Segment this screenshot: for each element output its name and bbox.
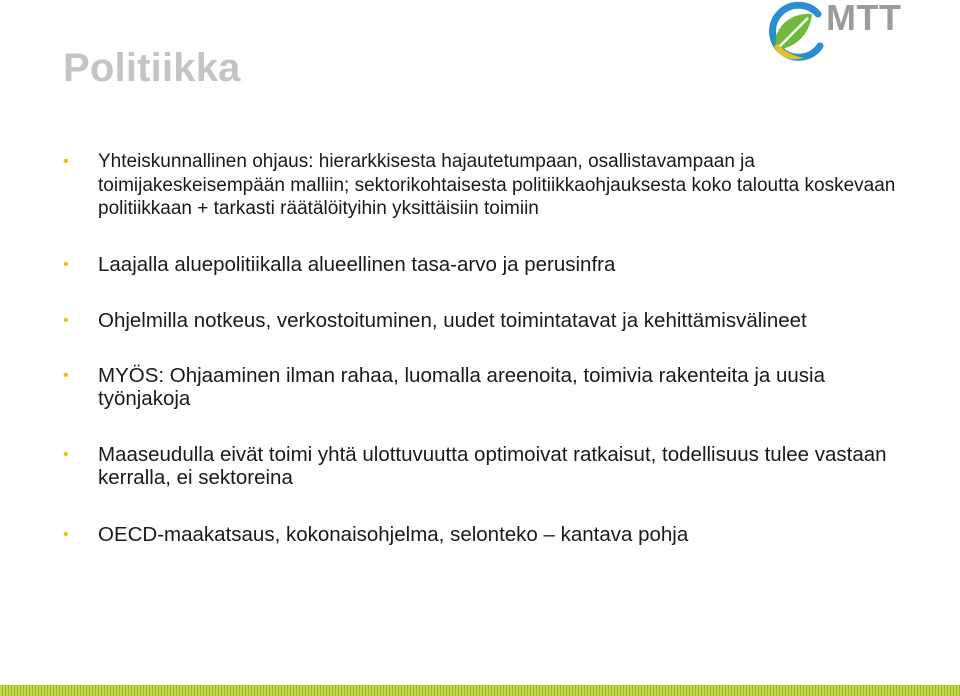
- bullet-text: OECD-maakatsaus, kokonaisohjelma, selonteko – kantava pohja: [98, 522, 689, 546]
- bullet-item: [63, 364, 903, 410]
- bullet-item: [63, 253, 903, 276]
- bottom-decorative-bar: [0, 685, 960, 696]
- bullet-item: [63, 309, 903, 332]
- bullet-dot-icon: •: [63, 366, 69, 384]
- bullet-text: Yhteiskunnallinen ohjaus: hierarkkisesta hajautetumpaan, osallistavampaan ja toimijakeskeisempään malliin; sektorikohtaisesta politiikkaohjauksesta koko taloutta koskevaan politiikkaan + tarkasti räätälöityihin yksittäisiin toimiin: [98, 151, 896, 219]
- mtt-leaf-logo-icon: [764, 0, 828, 64]
- bullet-item: [63, 150, 903, 221]
- bullet-dot-icon: •: [63, 525, 69, 543]
- bullet-dot-icon: •: [63, 445, 69, 463]
- bullet-item: [63, 443, 903, 489]
- bullet-dot-icon: •: [63, 255, 69, 273]
- bullet-dot-icon: •: [63, 311, 69, 329]
- bullet-list: [63, 150, 903, 546]
- bullet-text: Maaseudulla eivät toimi yhtä ulottuvuutta optimoivat ratkaisut, todellisuus tulee vastaan kerralla, ei sektoreina: [98, 442, 887, 489]
- bullet-item: [63, 523, 903, 546]
- bullet-text: Laajalla aluepolitiikalla alueellinen tasa-arvo ja perusinfra: [98, 252, 616, 276]
- slide-title: Politiikka: [63, 46, 241, 90]
- logo-text: MTT: [826, 0, 902, 38]
- bullet-text: Ohjelmilla notkeus, verkostoituminen, uudet toimintatavat ja kehittämisvälineet: [98, 308, 807, 332]
- bullet-dot-icon: •: [63, 153, 69, 170]
- mtt-logo: [764, 0, 924, 66]
- bullet-text: MYÖS: Ohjaaminen ilman rahaa, luomalla areenoita, toimivia rakenteita ja uusia työnjakoja: [98, 363, 825, 410]
